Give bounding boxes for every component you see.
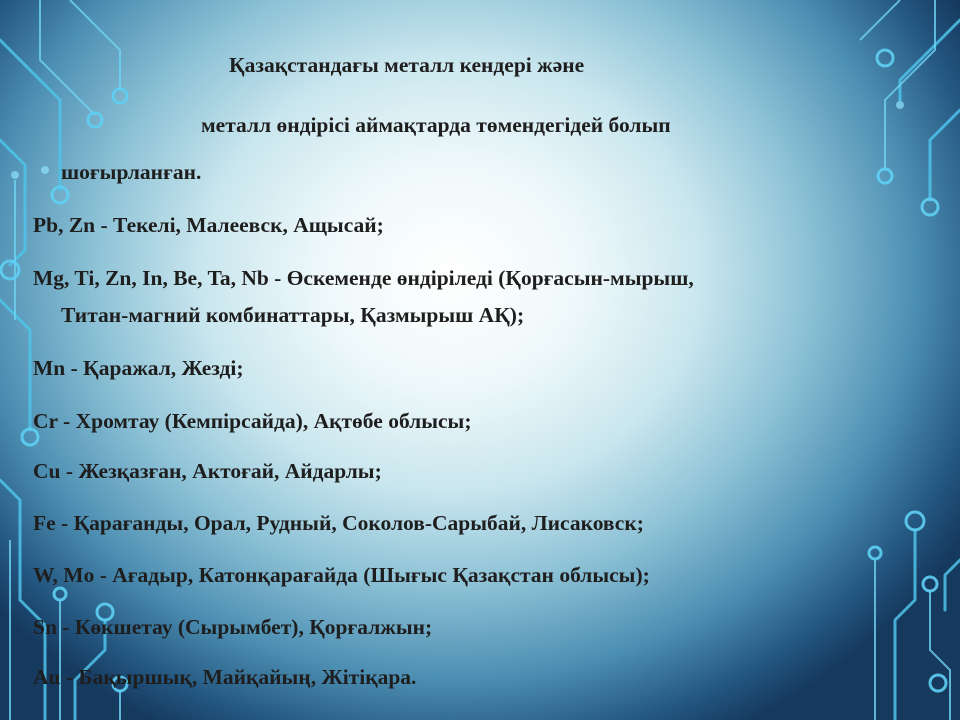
list-item-cu: Cu - Жезқазған, Актоғай, Айдарлы; (33, 459, 382, 483)
right-circuit-traces (860, 0, 960, 720)
slide-heading-line-1: Қазақстандағы металл кендері және (229, 53, 585, 77)
list-item-sn: Sn - Көкшетау (Сырымбет), Қорғалжын; (33, 615, 433, 639)
slide-heading-line-3: шоғырланған. (61, 160, 202, 184)
list-item-mg-ti: Mg, Ti, Zn, In, Be, Ta, Nb - Өскеменде өндіріледі (Қорғасын-мырыш, (33, 266, 694, 290)
right-circuit-nodes (869, 50, 946, 691)
list-item-au: Au - Бақыршық, Майқайың, Жітіқара. (33, 665, 417, 689)
list-item-mn: Mn - Қаражал, Жезді; (33, 356, 244, 380)
list-item-cr: Cr - Хромтау (Кемпірсайда), Ақтөбе облысы; (33, 409, 472, 433)
list-item-pb-zn: Pb, Zn - Текелі, Малеевск, Ащысай; (33, 213, 384, 237)
list-item-w-mo: W, Mo - Ағадыр, Катонқарағайда (Шығыс Қазақстан облысы); (33, 563, 650, 587)
slide-heading-line-2: металл өндірісі аймақтарда төмендегідей болып (201, 113, 671, 137)
list-item-mg-ti-continued: Титан-магний комбинаттары, Қазмырыш АҚ); (61, 303, 525, 327)
list-item-fe: Fe - Қарағанды, Орал, Рудный, Соколов-Сарыбай, Лисаковск; (33, 511, 644, 535)
